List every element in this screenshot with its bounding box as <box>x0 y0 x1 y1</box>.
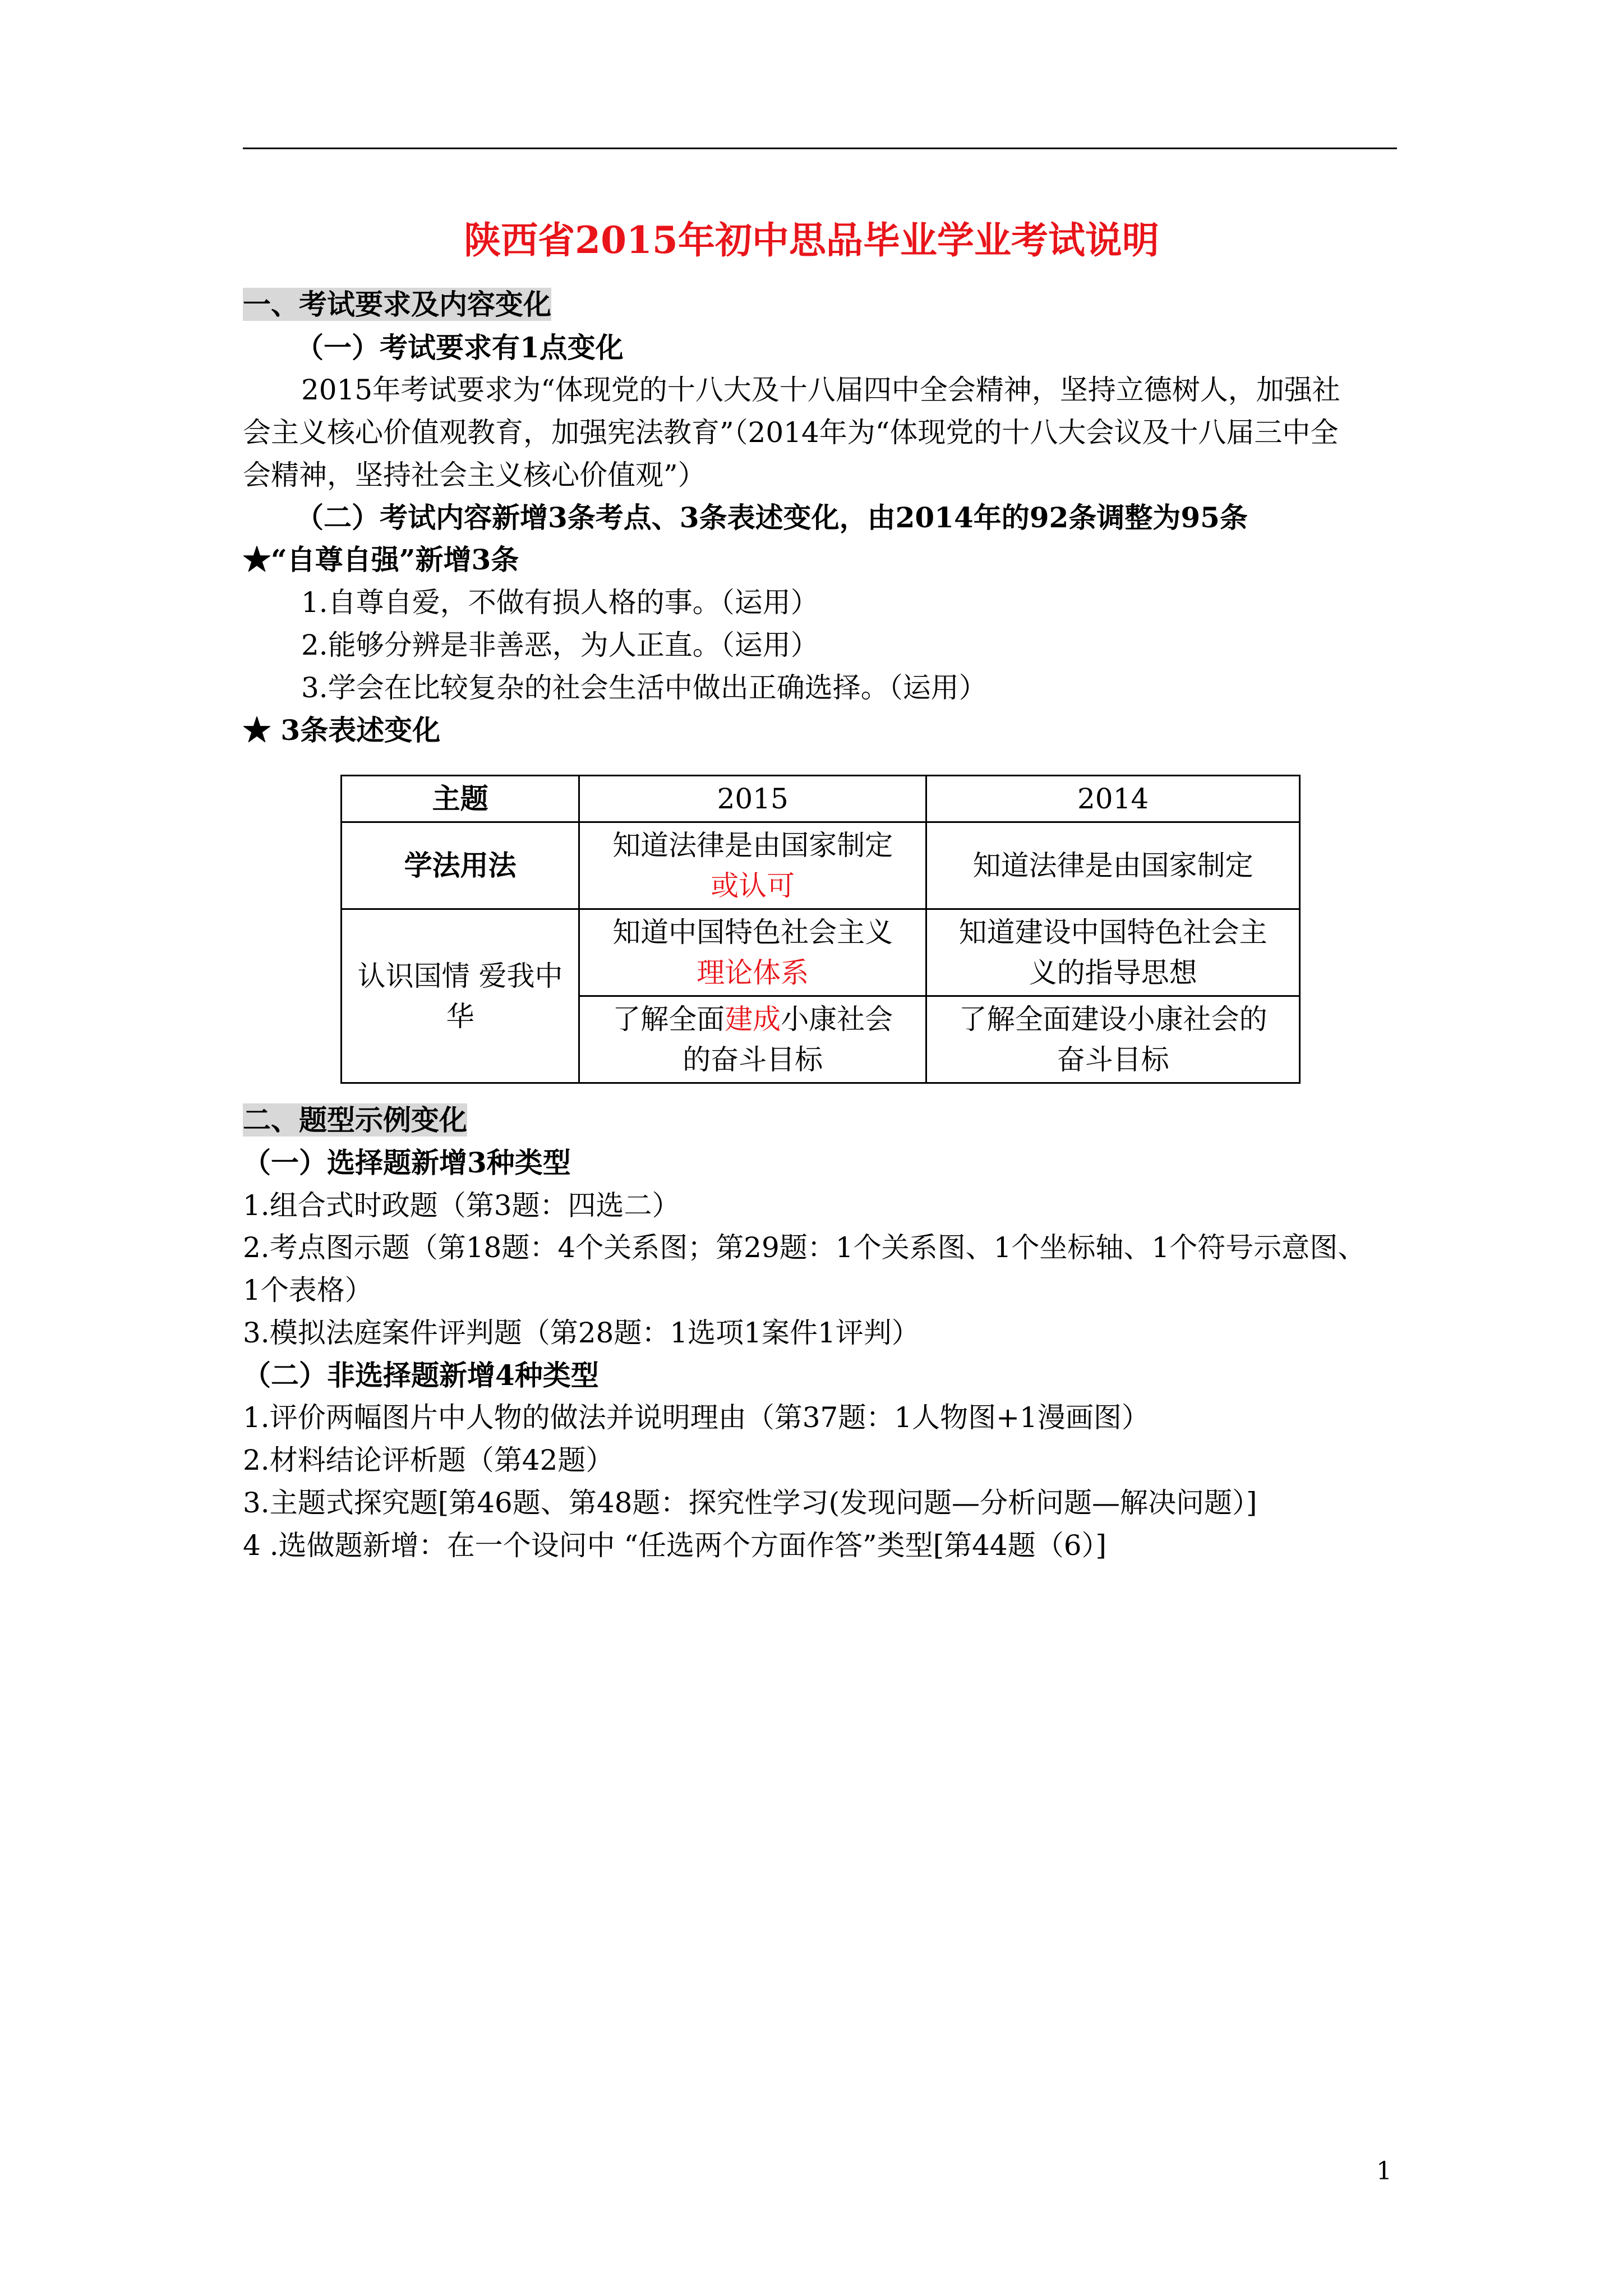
table-cell-2015 <box>579 996 926 1083</box>
cell-text: 的奋斗目标 <box>683 1043 823 1076</box>
paragraph-line-1: 2015年考试要求为“体现党的十八大及十八届四中全会精神，坚持立德树人，加强社 <box>301 374 1340 406</box>
section1-sub2-heading: （二）考试内容新增3条考点、3条表述变化，由2014年的92条调整为95条 <box>296 501 1248 534</box>
comparison-table <box>340 775 1301 1084</box>
cell-text: 义的指导思想 <box>1029 956 1197 989</box>
list-item: 2.考点图示题（第18题：4个关系图；第29题：1个关系图、1个坐标轴、1个符号示意图、 <box>243 1231 1366 1264</box>
list-item: 2.能够分辨是非善恶，为人正直。（运用） <box>301 629 819 661</box>
section1-heading-wrap <box>243 288 551 321</box>
table-cell-2015 <box>579 822 926 909</box>
cell-text: 认识国情 爱我中 <box>357 959 563 992</box>
section2-heading-wrap <box>243 1103 467 1137</box>
cell-highlight-text: 或认可 <box>711 869 795 902</box>
list-item: 3.主题式探究题[第46题、第48题：探究性学习(发现问题—分析问题—解决问题）] <box>243 1487 1257 1519</box>
cell-text: 知道建设中国特色社会主 <box>958 916 1267 949</box>
cell-text: 小康社会 <box>781 1003 893 1036</box>
list-item: 4 .选做题新增：在一个设问中 “任选两个方面作答”类型[第44题（6）] <box>243 1529 1107 1562</box>
star1-heading: ★“自尊自强”新增3条 <box>243 543 519 576</box>
list-item: 1.组合式时政题（第3题：四选二） <box>243 1189 680 1222</box>
document-title: 陕西省2015年初中思品毕业学业考试说明 <box>464 218 1159 262</box>
section2-sub2-heading: （二）非选择题新增4种类型 <box>243 1359 599 1392</box>
table-cell-2014: 知道法律是由国家制定 <box>926 822 1300 909</box>
section2-sub1-heading: （一）选择题新增3种类型 <box>243 1146 571 1179</box>
table-header-2014: 2014 <box>926 776 1300 822</box>
paragraph-line-3: 会精神，坚持社会主义核心价值观”） <box>243 459 706 491</box>
list-item: 3.学会在比较复杂的社会生活中做出正确选择。（运用） <box>301 671 987 704</box>
section1-heading: 一、考试要求及内容变化 <box>243 288 551 321</box>
header-rule <box>243 148 1397 149</box>
table-cell-2014 <box>926 996 1300 1083</box>
cell-text: 华 <box>446 1000 474 1033</box>
table-cell-2014 <box>926 909 1300 996</box>
cell-text: 奋斗目标 <box>1057 1043 1169 1076</box>
table-header-theme: 主题 <box>342 776 579 822</box>
section1-sub1-heading: （一）考试要求有1点变化 <box>296 331 624 364</box>
table-row <box>342 822 1300 909</box>
cell-highlight-text: 建成 <box>725 1003 781 1036</box>
list-item: 2.材料结论评析题（第42题） <box>243 1444 614 1476</box>
table-cell-theme: 学法用法 <box>342 822 579 909</box>
cell-text: 知道法律是由国家制定 <box>612 829 893 862</box>
table-cell-theme <box>342 909 579 1083</box>
table-cell-2015 <box>579 909 926 996</box>
list-item: 1个表格） <box>243 1274 373 1306</box>
table-header-row <box>342 776 1300 822</box>
cell-highlight-text: 理论体系 <box>697 956 809 989</box>
page-number: 1 <box>1376 2157 1392 2185</box>
star2-heading: ★ 3条表述变化 <box>243 714 441 747</box>
section2-heading: 二、题型示例变化 <box>243 1103 467 1137</box>
table-row <box>342 909 1300 996</box>
paragraph-line-2: 会主义核心价值观教育，加强宪法教育”（2014年为“体现党的十八大会议及十八届三中全 <box>243 416 1339 449</box>
cell-text: 知道中国特色社会主义 <box>612 916 893 949</box>
list-item: 1.评价两幅图片中人物的做法并说明理由（第37题：1人物图+1漫画图） <box>243 1401 1150 1434</box>
list-item: 1.自尊自爱，不做有损人格的事。（运用） <box>301 586 819 619</box>
list-item: 3.模拟法庭案件评判题（第28题：1选项1案件1评判） <box>243 1317 920 1349</box>
cell-text: 了解全面建设小康社会的 <box>958 1003 1267 1036</box>
cell-text: 了解全面 <box>612 1003 725 1036</box>
table-header-2015: 2015 <box>579 776 926 822</box>
